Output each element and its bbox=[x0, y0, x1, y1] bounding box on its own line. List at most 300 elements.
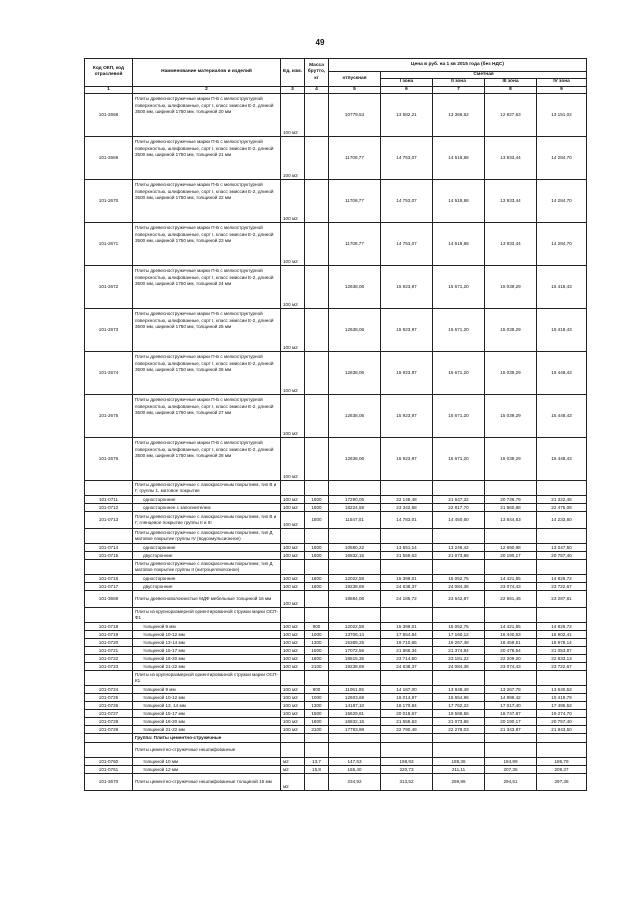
cell-name: Плиты древесностружечные марки П-Б с мелкоструктурной поверхностью, шлифованные, сорт I, класс эмиссии Е-2, длиной 3500 мм, шириной 1750 мм, толщиной 20 мм bbox=[133, 94, 281, 137]
table-row bbox=[85, 663, 587, 671]
cell-unit: 100 м2 bbox=[281, 395, 305, 438]
cell-zone-1-price: 17 554,84 bbox=[381, 631, 433, 639]
cell-zone-1-price bbox=[381, 608, 433, 623]
cell-release-price: 11547,01 bbox=[329, 512, 381, 529]
cell-zone-2-price: 23 181,22 bbox=[433, 655, 485, 663]
cell-zone-4-price: 297,38 bbox=[537, 774, 587, 791]
cell-zone-2-price: 13 246,42 bbox=[433, 544, 485, 552]
cell-name: Плиты древесностружечные с лакокрасочным покрытием, тип В и Г, группы 1, матовое покрытие bbox=[133, 481, 281, 496]
cell-release-price: 234,92 bbox=[329, 774, 381, 791]
cell-name: Плиты древесностружечные марки П-Б с мелкоструктурной поверхностью, шлифованные, сорт I, класс эмиссии Е-2, длиной 3500 мм, шириной 1750 мм, толщиной 26 мм bbox=[133, 352, 281, 395]
cell-unit: 100 м2 bbox=[281, 710, 305, 718]
cell-zone-3-price: 15 039,29 bbox=[485, 438, 537, 481]
cell-mass bbox=[305, 180, 329, 223]
cell-release-price: 12022,58 bbox=[329, 623, 381, 631]
table-row bbox=[85, 591, 587, 608]
cell-zone-3-price bbox=[485, 734, 537, 743]
table-row bbox=[85, 180, 587, 223]
cell-zone-3-price bbox=[485, 481, 537, 496]
header-name: Наименование материалов и изделий bbox=[133, 59, 281, 87]
cell-zone-2-price: 17 762,22 bbox=[433, 702, 485, 710]
column-number: 7 bbox=[433, 86, 485, 93]
cell-code: 101-0727 bbox=[85, 710, 133, 718]
cell-zone-1-price: 313,52 bbox=[381, 774, 433, 791]
cell-zone-3-price: 20 478,54 bbox=[485, 647, 537, 655]
cell-unit: 100 м2 bbox=[281, 266, 305, 309]
cell-name: толщиной 18-20 мм bbox=[133, 718, 281, 726]
cell-release-price: 17793,98 bbox=[329, 726, 381, 734]
header-code: Код ОКП, код отраслевой bbox=[85, 59, 133, 87]
column-number: 8 bbox=[485, 86, 537, 93]
cell-code: 101-2676 bbox=[85, 438, 133, 481]
cell-zone-2-price bbox=[433, 743, 485, 758]
cell-code: 101-2670 bbox=[85, 180, 133, 223]
cell-code bbox=[85, 481, 133, 496]
cell-code: 101-2674 bbox=[85, 352, 133, 395]
cell-zone-4-price bbox=[537, 560, 587, 575]
cell-zone-2-price: 14 518,88 bbox=[433, 137, 485, 180]
cell-mass bbox=[305, 734, 329, 743]
cell-zone-4-price: 13 047,50 bbox=[537, 544, 587, 552]
cell-unit: 100 м2 bbox=[281, 512, 305, 529]
cell-zone-1-price bbox=[381, 671, 433, 686]
table-row bbox=[85, 710, 587, 718]
cell-mass bbox=[305, 223, 329, 266]
cell-mass: 1800 bbox=[305, 655, 329, 663]
column-number: 4 bbox=[305, 86, 329, 93]
cell-release-price bbox=[329, 608, 381, 623]
cell-zone-2-price: 22 817,70 bbox=[433, 504, 485, 512]
cell-code: 101-2668 bbox=[85, 94, 133, 137]
cell-mass: 1500 bbox=[305, 647, 329, 655]
column-number: 6 bbox=[381, 86, 433, 93]
table-row bbox=[85, 647, 587, 655]
cell-zone-1-price: 13 551,14 bbox=[381, 544, 433, 552]
cell-zone-2-price: 15 052,75 bbox=[433, 575, 485, 583]
cell-release-price: 16832,15 bbox=[329, 718, 381, 726]
cell-unit bbox=[281, 481, 305, 496]
table-row bbox=[85, 544, 587, 552]
cell-zone-3-price bbox=[485, 608, 537, 623]
header-zone-1: I зона bbox=[381, 79, 433, 86]
cell-code: 101-2672 bbox=[85, 266, 133, 309]
cell-release-price: 16832,15 bbox=[329, 552, 381, 560]
cell-zone-4-price: 14 284,70 bbox=[537, 180, 587, 223]
table-row bbox=[85, 655, 587, 663]
cell-zone-1-price: 14 783,01 bbox=[381, 512, 433, 529]
header-release: отпускная bbox=[329, 72, 381, 87]
cell-name: Плиты древесностружечные марки П-Б с мелкоструктурной поверхностью, шлифованные, сорт I, класс эмиссии Е-2, длиной 3500 мм, шириной 1750 мм, толщиной 27 мм bbox=[133, 395, 281, 438]
cell-zone-2-price: 15 671,20 bbox=[433, 309, 485, 352]
cell-zone-3-price: 14 998,42 bbox=[485, 694, 537, 702]
cell-name: двусторонние bbox=[133, 583, 281, 591]
cell-zone-1-price: 21 866,34 bbox=[381, 647, 433, 655]
cell-zone-2-price bbox=[433, 734, 485, 743]
cell-code: 101-0719 bbox=[85, 631, 133, 639]
cell-unit: м2 bbox=[281, 766, 305, 774]
cell-zone-4-price bbox=[537, 743, 587, 758]
cell-code: 101-0718 bbox=[85, 623, 133, 631]
cell-mass bbox=[305, 137, 329, 180]
cell-zone-1-price: 15 923,97 bbox=[381, 266, 433, 309]
cell-zone-2-price: 19 568,56 bbox=[433, 710, 485, 718]
cell-mass bbox=[305, 481, 329, 496]
cell-name: толщиной 18-20 мм bbox=[133, 655, 281, 663]
header-unit: Ед. изм. bbox=[281, 59, 305, 87]
cell-zone-4-price bbox=[537, 529, 587, 544]
cell-release-price: 12638,06 bbox=[329, 266, 381, 309]
cell-mass: 1500 bbox=[305, 710, 329, 718]
cell-code: 101-0717 bbox=[85, 583, 133, 591]
cell-code: 101-0722 bbox=[85, 655, 133, 663]
cell-release-price: 13706,14 bbox=[329, 631, 381, 639]
table-row bbox=[85, 702, 587, 710]
cell-mass bbox=[305, 529, 329, 544]
cell-name: Плиты древесностружечные марки П-Б с мелкоструктурной поверхностью, шлифованные, сорт I, класс эмиссии Е-2, длиной 3500 мм, шириной 1750 мм, толщиной 28 мм bbox=[133, 438, 281, 481]
cell-unit: 100 м2 bbox=[281, 575, 305, 583]
cell-unit: 100 м2 bbox=[281, 631, 305, 639]
cell-release-price: 19238,69 bbox=[329, 663, 381, 671]
cell-zone-2-price: 15 052,75 bbox=[433, 623, 485, 631]
cell-release-price: 11708,77 bbox=[329, 223, 381, 266]
cell-zone-2-price: 211,11 bbox=[433, 766, 485, 774]
table-row bbox=[85, 395, 587, 438]
cell-zone-2-price bbox=[433, 608, 485, 623]
cell-release-price: 11708,77 bbox=[329, 180, 381, 223]
cell-mass: 1300 bbox=[305, 639, 329, 647]
cell-code: 101-2673 bbox=[85, 309, 133, 352]
column-number: 9 bbox=[537, 86, 587, 93]
cell-zone-1-price: 24 638,37 bbox=[381, 663, 433, 671]
table-row bbox=[85, 734, 587, 743]
cell-zone-2-price: 19 267,48 bbox=[433, 639, 485, 647]
cell-zone-3-price: 184,99 bbox=[485, 758, 537, 766]
table-row bbox=[85, 438, 587, 481]
cell-name: Плиты древесностружечные с лакокрасочным покрытием, тип Д матовое покрытие группы II (нитроцеллюлозное) bbox=[133, 560, 281, 575]
cell-release-price: 11708,77 bbox=[329, 137, 381, 180]
cell-unit: 100 м2 bbox=[281, 438, 305, 481]
header-mass: Масса брутто, кг bbox=[305, 59, 329, 87]
cell-zone-4-price: 15 448,43 bbox=[537, 438, 587, 481]
cell-unit: м2 bbox=[281, 774, 305, 791]
cell-release-price: 12638,06 bbox=[329, 309, 381, 352]
cell-code: 101-0714 bbox=[85, 544, 133, 552]
cell-zone-4-price: 23 287,81 bbox=[537, 591, 587, 608]
cell-zone-1-price: 14 753,07 bbox=[381, 137, 433, 180]
table-row bbox=[85, 639, 587, 647]
cell-name: Плиты из крупноразмерной ориентированной стружки марки ОСП-Ф1 bbox=[133, 608, 281, 623]
cell-zone-3-price: 23 074,43 bbox=[485, 583, 537, 591]
cell-zone-2-price: 188,36 bbox=[433, 758, 485, 766]
cell-release-price bbox=[329, 560, 381, 575]
cell-zone-1-price: 220,73 bbox=[381, 766, 433, 774]
table-row bbox=[85, 137, 587, 180]
cell-zone-4-price: 20 757,40 bbox=[537, 718, 587, 726]
cell-release-price bbox=[329, 481, 381, 496]
cell-unit: 100 м2 bbox=[281, 694, 305, 702]
cell-release-price bbox=[329, 671, 381, 686]
cell-zone-1-price: 19 710,66 bbox=[381, 639, 433, 647]
cell-mass bbox=[305, 266, 329, 309]
cell-mass bbox=[305, 352, 329, 395]
cell-code: 101-2671 bbox=[85, 223, 133, 266]
cell-zone-2-price: 21 647,32 bbox=[433, 496, 485, 504]
cell-name: толщиной 9 мм bbox=[133, 686, 281, 694]
cell-name: одностороннее с заполнителем bbox=[133, 504, 281, 512]
cell-zone-1-price bbox=[381, 560, 433, 575]
cell-release-price: 15629,81 bbox=[329, 710, 381, 718]
cell-zone-1-price: 24 638,37 bbox=[381, 583, 433, 591]
cell-mass bbox=[305, 438, 329, 481]
price-table bbox=[84, 58, 587, 791]
cell-unit: 100 м2 bbox=[281, 639, 305, 647]
cell-zone-2-price: 15 671,20 bbox=[433, 352, 485, 395]
cell-code: 101-0721 bbox=[85, 647, 133, 655]
cell-unit: 100 м2 bbox=[281, 663, 305, 671]
cell-release-price: 12603,69 bbox=[329, 694, 381, 702]
cell-zone-3-price bbox=[485, 743, 537, 758]
cell-zone-2-price: 21 073,88 bbox=[433, 552, 485, 560]
cell-release-price: 18884,06 bbox=[329, 591, 381, 608]
column-number: 3 bbox=[281, 86, 305, 93]
cell-release-price: 14187,10 bbox=[329, 702, 381, 710]
cell-release-price: 18515,36 bbox=[329, 655, 381, 663]
cell-code bbox=[85, 743, 133, 758]
cell-unit: 100 м2 bbox=[281, 180, 305, 223]
cell-code: 101-0716 bbox=[85, 575, 133, 583]
cell-name: толщиной 21-22 мм bbox=[133, 726, 281, 734]
cell-zone-3-price: 17 017,40 bbox=[485, 702, 537, 710]
cell-name: толщиной 10-12 мм bbox=[133, 631, 281, 639]
table-row bbox=[85, 504, 587, 512]
cell-zone-2-price: 14 518,88 bbox=[433, 180, 485, 223]
table-row bbox=[85, 512, 587, 529]
cell-zone-4-price: 14 826,72 bbox=[537, 575, 587, 583]
cell-zone-4-price: 186,79 bbox=[537, 758, 587, 766]
cell-unit: 100 м2 bbox=[281, 94, 305, 137]
cell-zone-2-price: 299,86 bbox=[433, 774, 485, 791]
cell-zone-2-price: 13 366,62 bbox=[433, 94, 485, 137]
header-zone-2: II зона bbox=[433, 79, 485, 86]
cell-mass bbox=[305, 94, 329, 137]
cell-mass: 1000 bbox=[305, 694, 329, 702]
table-row bbox=[85, 552, 587, 560]
cell-zone-1-price: 20 018,67 bbox=[381, 710, 433, 718]
cell-zone-2-price: 22 278,03 bbox=[433, 726, 485, 734]
cell-name: толщиной 13, 14 мм bbox=[133, 702, 281, 710]
cell-zone-4-price: 15 448,43 bbox=[537, 352, 587, 395]
cell-zone-2-price: 14 450,60 bbox=[433, 512, 485, 529]
cell-name: Плиты из крупноразмерной ориентированной стружки марки ОСП-К1 bbox=[133, 671, 281, 686]
cell-mass: 13,7 bbox=[305, 758, 329, 766]
cell-mass: 1800 bbox=[305, 544, 329, 552]
column-number: 5 bbox=[329, 86, 381, 93]
cell-code: 101-2669 bbox=[85, 137, 133, 180]
cell-zone-1-price bbox=[381, 529, 433, 544]
cell-zone-4-price: 23 722,67 bbox=[537, 663, 587, 671]
cell-mass bbox=[305, 560, 329, 575]
cell-zone-3-price: 18 459,51 bbox=[485, 639, 537, 647]
cell-name: толщиной 21-22 мм bbox=[133, 663, 281, 671]
cell-zone-4-price: 14 233,60 bbox=[537, 512, 587, 529]
table-row bbox=[85, 686, 587, 694]
cell-mass: 1000 bbox=[305, 631, 329, 639]
cell-release-price: 12022,58 bbox=[329, 575, 381, 583]
cell-zone-4-price: 21 322,46 bbox=[537, 496, 587, 504]
cell-name: толщиной 10 мм bbox=[133, 758, 281, 766]
cell-release-price: 12638,06 bbox=[329, 395, 381, 438]
cell-code: 101-0760 bbox=[85, 758, 133, 766]
cell-zone-2-price: 14 518,88 bbox=[433, 223, 485, 266]
cell-zone-4-price: 21 943,50 bbox=[537, 726, 587, 734]
cell-zone-3-price: 13 933,44 bbox=[485, 180, 537, 223]
cell-zone-3-price: 13 933,44 bbox=[485, 223, 537, 266]
cell-zone-2-price: 23 642,87 bbox=[433, 591, 485, 608]
cell-release-price: 17290,05 bbox=[329, 496, 381, 504]
cell-unit: 100 м2 bbox=[281, 623, 305, 631]
cell-mass: 1300 bbox=[305, 702, 329, 710]
header-price-title: Цена в руб. на 1 кв 2015 года (без НДС) bbox=[329, 59, 587, 72]
cell-code: 101-0725 bbox=[85, 694, 133, 702]
cell-unit: 100 м2 bbox=[281, 702, 305, 710]
cell-release-price bbox=[329, 734, 381, 743]
cell-code bbox=[85, 529, 133, 544]
cell-name: односторонние bbox=[133, 544, 281, 552]
table-row bbox=[85, 575, 587, 583]
cell-zone-2-price: 13 848,49 bbox=[433, 686, 485, 694]
cell-unit: 100 м2 bbox=[281, 686, 305, 694]
cell-unit: м2 bbox=[281, 758, 305, 766]
cell-mass: 2100 bbox=[305, 726, 329, 734]
cell-zone-1-price: 18 170,84 bbox=[381, 702, 433, 710]
cell-unit: 100 м2 bbox=[281, 583, 305, 591]
cell-zone-4-price bbox=[537, 734, 587, 743]
cell-code: 101-0729 bbox=[85, 726, 133, 734]
cell-zone-3-price: 12 690,98 bbox=[485, 544, 537, 552]
cell-release-price: 15389,25 bbox=[329, 639, 381, 647]
cell-mass bbox=[305, 395, 329, 438]
cell-zone-2-price bbox=[433, 529, 485, 544]
cell-zone-4-price bbox=[537, 671, 587, 686]
cell-name: Плиты древесностружечные с лакокрасочным покрытием, тип В и Г, глянцевое покрытие группы II и III bbox=[133, 512, 281, 529]
cell-mass bbox=[305, 309, 329, 352]
cell-code: 101-0723 bbox=[85, 663, 133, 671]
table-row bbox=[85, 309, 587, 352]
table-row bbox=[85, 718, 587, 726]
cell-zone-1-price: 23 342,58 bbox=[381, 504, 433, 512]
table-row bbox=[85, 758, 587, 766]
cell-name: Плиты древесноволокнистые МДФ мебельные толщиной 16 мм bbox=[133, 591, 281, 608]
cell-code bbox=[85, 560, 133, 575]
cell-mass: 1800 bbox=[305, 552, 329, 560]
cell-release-price: 11061,06 bbox=[329, 686, 381, 694]
cell-mass bbox=[305, 591, 329, 608]
cell-name: Плиты древесностружечные марки П-Б с мелкоструктурной поверхностью, шлифованные, сорт I, класс эмиссии Е-2, длиной 3500 мм, шириной 1750 мм, толщиной 24 мм bbox=[133, 266, 281, 309]
cell-zone-3-price: 18 747,87 bbox=[485, 710, 537, 718]
cell-mass: 1800 bbox=[305, 504, 329, 512]
cell-code bbox=[85, 671, 133, 686]
cell-unit: 100 м2 bbox=[281, 647, 305, 655]
cell-zone-1-price: 22 790,49 bbox=[381, 726, 433, 734]
cell-zone-3-price: 13 933,44 bbox=[485, 137, 537, 180]
cell-zone-3-price: 12 827,63 bbox=[485, 94, 537, 137]
column-number: 1 bbox=[85, 86, 133, 93]
cell-zone-2-price: 15 671,20 bbox=[433, 395, 485, 438]
cell-code: 101-3670 bbox=[85, 774, 133, 791]
cell-unit: 100 м2 bbox=[281, 726, 305, 734]
cell-unit: 100 м2 bbox=[281, 591, 305, 608]
cell-zone-3-price: 20 190,17 bbox=[485, 718, 537, 726]
cell-zone-3-price: 15 039,29 bbox=[485, 266, 537, 309]
cell-zone-3-price: 13 844,63 bbox=[485, 512, 537, 529]
cell-name: толщиной 12 мм bbox=[133, 766, 281, 774]
cell-release-price: 17072,56 bbox=[329, 647, 381, 655]
cell-zone-1-price: 15 399,01 bbox=[381, 623, 433, 631]
cell-code bbox=[85, 608, 133, 623]
table-row bbox=[85, 529, 587, 544]
cell-release-price: 18224,59 bbox=[329, 504, 381, 512]
cell-zone-1-price: 14 167,00 bbox=[381, 686, 433, 694]
cell-unit: 100 м2 bbox=[281, 544, 305, 552]
cell-zone-2-price: 21 374,84 bbox=[433, 647, 485, 655]
cell-zone-3-price: 22 209,20 bbox=[485, 655, 537, 663]
table-row bbox=[85, 623, 587, 631]
cell-zone-4-price bbox=[537, 608, 587, 623]
table-row bbox=[85, 496, 587, 504]
cell-release-price: 165,40 bbox=[329, 766, 381, 774]
cell-zone-2-price: 24 084,36 bbox=[433, 583, 485, 591]
cell-zone-2-price: 17 160,12 bbox=[433, 631, 485, 639]
cell-mass: 2100 bbox=[305, 663, 329, 671]
header-zone-3: III зона bbox=[485, 79, 537, 86]
cell-zone-3-price: 22 651,46 bbox=[485, 591, 537, 608]
page-number: 49 bbox=[315, 38, 325, 47]
cell-zone-4-price bbox=[537, 481, 587, 496]
cell-zone-1-price: 15 923,97 bbox=[381, 352, 433, 395]
cell-zone-4-price: 17 495,53 bbox=[537, 702, 587, 710]
table-row bbox=[85, 560, 587, 575]
cell-name: односторонние bbox=[133, 575, 281, 583]
cell-zone-4-price: 19 274,70 bbox=[537, 710, 587, 718]
cell-release-price bbox=[329, 529, 381, 544]
cell-zone-2-price: 15 671,20 bbox=[433, 266, 485, 309]
cell-name: Плиты цементно-стружечные нешлифованные bbox=[133, 743, 281, 758]
cell-zone-2-price bbox=[433, 560, 485, 575]
cell-zone-4-price: 13 640,53 bbox=[537, 686, 587, 694]
cell-release-price: 12638,06 bbox=[329, 352, 381, 395]
cell-zone-4-price: 15 418,43 bbox=[537, 309, 587, 352]
table-row bbox=[85, 743, 587, 758]
cell-code: 101-2675 bbox=[85, 395, 133, 438]
cell-unit: 100 м2 bbox=[281, 552, 305, 560]
cell-zone-4-price: 15 419,79 bbox=[537, 694, 587, 702]
cell-zone-4-price: 22 475,08 bbox=[537, 504, 587, 512]
cell-zone-3-price bbox=[485, 529, 537, 544]
cell-code: 101-0715 bbox=[85, 552, 133, 560]
cell-release-price bbox=[329, 743, 381, 758]
cell-unit: 100 м2 bbox=[281, 504, 305, 512]
cell-release-price: 10779,53 bbox=[329, 94, 381, 137]
cell-zone-1-price: 22 148,48 bbox=[381, 496, 433, 504]
cell-unit: 100 м2 bbox=[281, 137, 305, 180]
cell-zone-4-price: 13 151,02 bbox=[537, 94, 587, 137]
cell-code: 101-0726 bbox=[85, 702, 133, 710]
cell-unit: 100 м2 bbox=[281, 309, 305, 352]
table-row bbox=[85, 266, 587, 309]
cell-zone-2-price: 21 073,86 bbox=[433, 718, 485, 726]
cell-unit bbox=[281, 734, 305, 743]
table-row bbox=[85, 583, 587, 591]
